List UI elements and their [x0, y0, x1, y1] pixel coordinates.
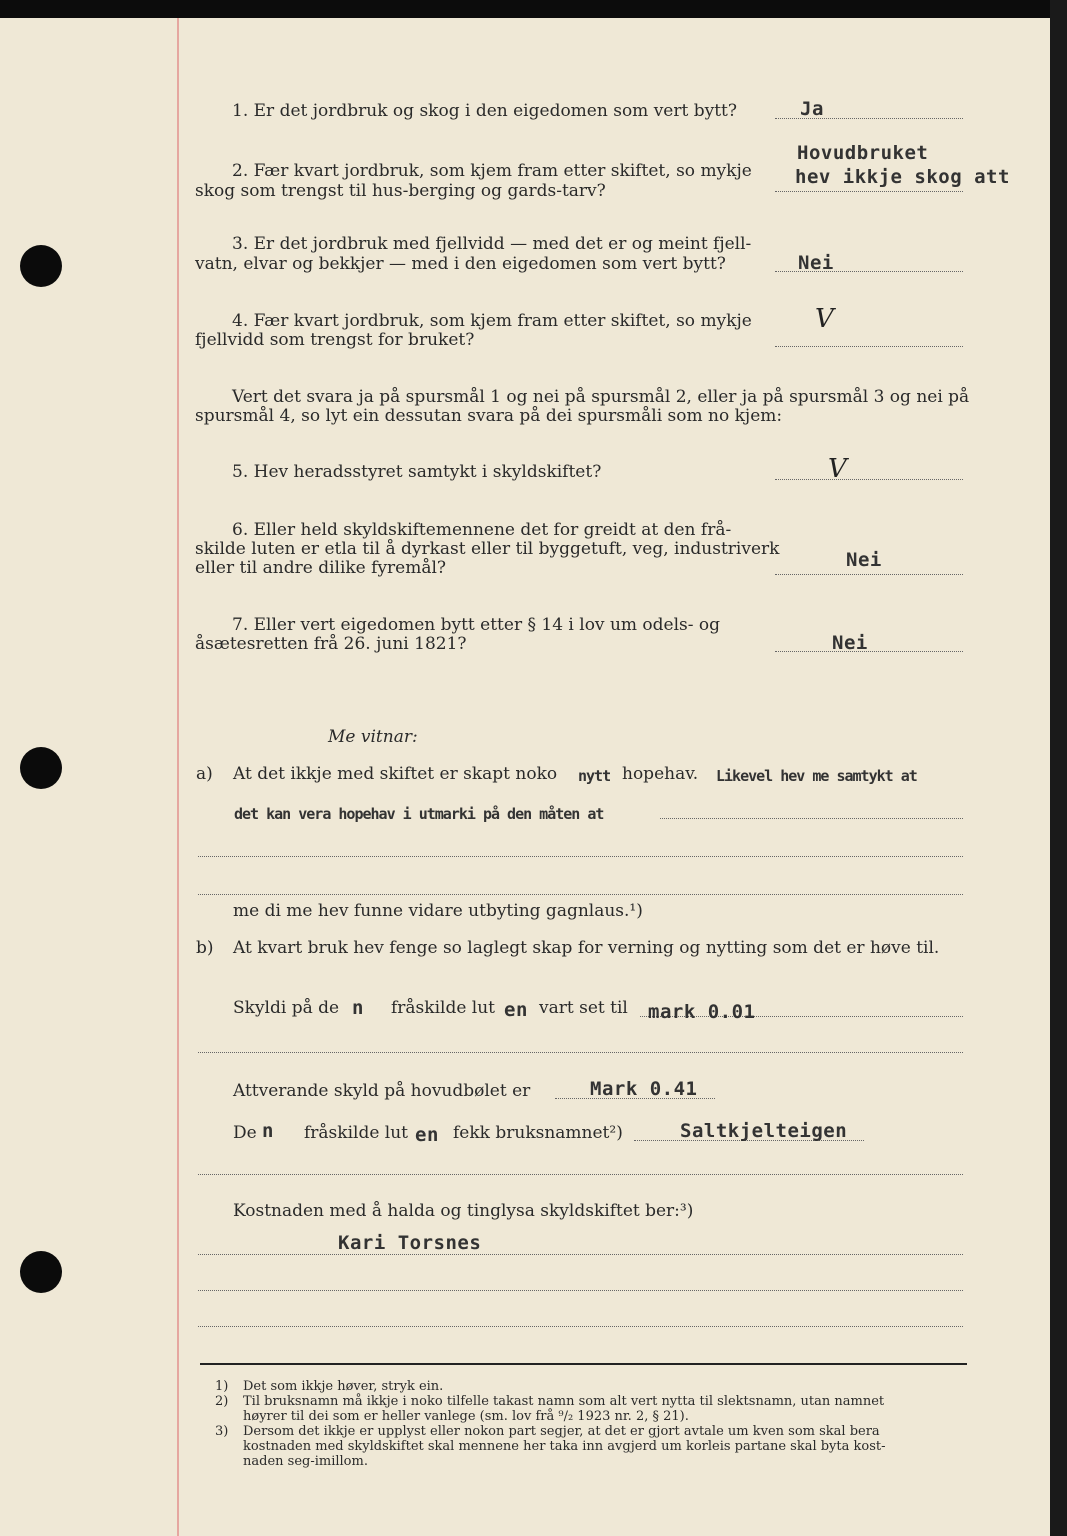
punch-hole	[20, 747, 62, 789]
item-b-text: At kvart bruk hev fenge so laglegt skap for verning og nytting som det er høve til.	[233, 938, 940, 958]
footnote-2-line-1: Til bruksnamn må ikkje i noko tilfelle takast namn som alt vert nytta til slektsnamn, utan namnet	[243, 1394, 885, 1409]
item-a-label: a)	[196, 764, 213, 784]
answer-2-line-2: hev ikkje skog att	[795, 166, 1010, 188]
footnote-1-mark: 1)	[215, 1379, 229, 1394]
bruksnamn-value: Saltkjelteigen	[680, 1120, 848, 1142]
item-a-text-2: hopehav.	[622, 764, 699, 784]
struck-word: nytt	[578, 767, 611, 785]
struck-line-2: det kan vera hopehav i utmarki på den måten at	[234, 805, 604, 823]
struck-line-1: Likevel hev me samtykt at	[716, 767, 917, 785]
question-6-line-2: skilde luten er etla til å dyrkast eller til byggetuft, veg, industriverk	[195, 539, 780, 559]
answer-line	[775, 191, 963, 192]
item-a-end: me di me hev funne vidare utbyting gagnlaus.¹)	[233, 901, 643, 921]
question-3-line-1: 3. Er det jordbruk med fjellvidd — med det er og meint fjell‑	[232, 234, 752, 254]
name-n-2: n	[262, 1120, 274, 1142]
fill-line	[198, 1254, 963, 1255]
question-7-line-2: åsætesretten frå 26. juni 1821?	[195, 634, 467, 654]
answer-line	[775, 574, 963, 575]
margin-line	[177, 18, 179, 1536]
skyld-mid: fråskilde lut	[391, 998, 496, 1018]
fill-line	[198, 1174, 963, 1175]
answer-line	[775, 479, 963, 480]
footnote-3-line-1: Dersom det ikkje er upplyst eller nokon part segjer, at det er gjort avtale um kven som skal bera	[243, 1424, 880, 1439]
question-1: 1. Er det jordbruk og skog i den eigedomen som vert bytt?	[232, 101, 737, 121]
footnote-2-mark: 2)	[215, 1394, 229, 1409]
answer-3: Nei	[798, 252, 834, 274]
question-6-line-1: 6. Eller held skyldskiftemennene det for greidt at den frå‑	[232, 520, 732, 540]
scan-top-border	[0, 0, 1067, 18]
skyld-prefix: Skyldi på de	[233, 998, 340, 1018]
question-2-line-1: 2. Fær kvart jordbruk, som kjem fram etter skiftet, so mykje	[232, 161, 752, 181]
fill-line	[198, 1326, 963, 1327]
question-2-line-2: skog som trengst til hus‑berging og gards‑tarv?	[195, 181, 606, 201]
answer-2-line-1: Hovudbruket	[797, 142, 929, 164]
document-page	[0, 18, 1050, 1536]
condition-line-1: Vert det svara ja på spursmål 1 og nei på spursmål 2, eller ja på spursmål 3 og nei på	[232, 387, 970, 407]
fill-line	[198, 856, 963, 857]
question-4-line-2: fjellvidd som trengst for bruket?	[195, 330, 475, 350]
name-suffix: fekk bruksnamnet²)	[453, 1123, 623, 1143]
fill-line	[198, 894, 963, 895]
footnote-2-line-2: høyrer til dei som er heller vanlege (sm. lov frå ⁹/₂ 1923 nr. 2, § 21).	[243, 1409, 689, 1424]
scan-right-border	[1050, 0, 1067, 1536]
skyld-en-1: en	[504, 999, 528, 1021]
question-7-line-1: 7. Eller vert eigedomen bytt etter § 14 i lov um odels‑ og	[232, 615, 721, 635]
witness-heading: Me vitnar:	[328, 727, 418, 747]
checkmark-5: V	[828, 454, 847, 484]
skyld-suffix: vart set til	[539, 998, 628, 1018]
question-3-line-2: vatn, elvar og bekkjer — med i den eigedomen som vert bytt?	[195, 254, 726, 274]
footnote-3-line-2: kostnaden med skyldskiftet skal mennene her taka inn avgjerd um korleis partane skal byta kost‑	[243, 1439, 886, 1454]
answer-line	[775, 346, 963, 347]
checkmark-4: V	[815, 304, 834, 334]
footnote-1: Det som ikkje høver, stryk ein.	[243, 1379, 444, 1394]
condition-line-2: spursmål 4, so lyt ein dessutan svara på dei spursmåli som no kjem:	[195, 406, 783, 426]
answer-7: Nei	[832, 632, 868, 654]
item-a-text: At det ikkje med skiftet er skapt noko	[233, 764, 558, 784]
answer-1: Ja	[800, 98, 824, 120]
question-4-line-1: 4. Fær kvart jordbruk, som kjem fram etter skiftet, so mykje	[232, 311, 752, 331]
fill-line	[660, 818, 963, 819]
cost-label: Kostnaden med å halda og tinglysa skyldskiftet ber:³)	[233, 1201, 694, 1221]
punch-hole	[20, 1251, 62, 1293]
name-en-2: en	[415, 1124, 439, 1146]
name-mid: fråskilde lut	[304, 1123, 409, 1143]
question-6-line-3: eller til andre dilike fyremål?	[195, 558, 447, 578]
answer-line	[775, 651, 963, 652]
skyld-n-1: n	[352, 997, 364, 1019]
footnote-3-line-3: naden seg‑imillom.	[243, 1454, 368, 1469]
question-5: 5. Hev heradsstyret samtykt i skyldskiftet?	[232, 462, 602, 482]
fill-line	[198, 1052, 963, 1053]
cost-value: Kari Torsnes	[338, 1232, 482, 1254]
remaining-value: Mark 0.41	[590, 1078, 698, 1100]
answer-6: Nei	[846, 549, 882, 571]
item-b-label: b)	[196, 938, 214, 958]
name-prefix: De	[233, 1123, 257, 1143]
footnote-rule	[200, 1363, 967, 1365]
fill-line	[198, 1290, 963, 1291]
remaining-label: Attverande skyld på hovudbølet er	[233, 1081, 531, 1101]
footnote-3-mark: 3)	[215, 1424, 229, 1439]
punch-hole	[20, 245, 62, 287]
skyld-value: mark 0.01	[648, 1001, 756, 1023]
